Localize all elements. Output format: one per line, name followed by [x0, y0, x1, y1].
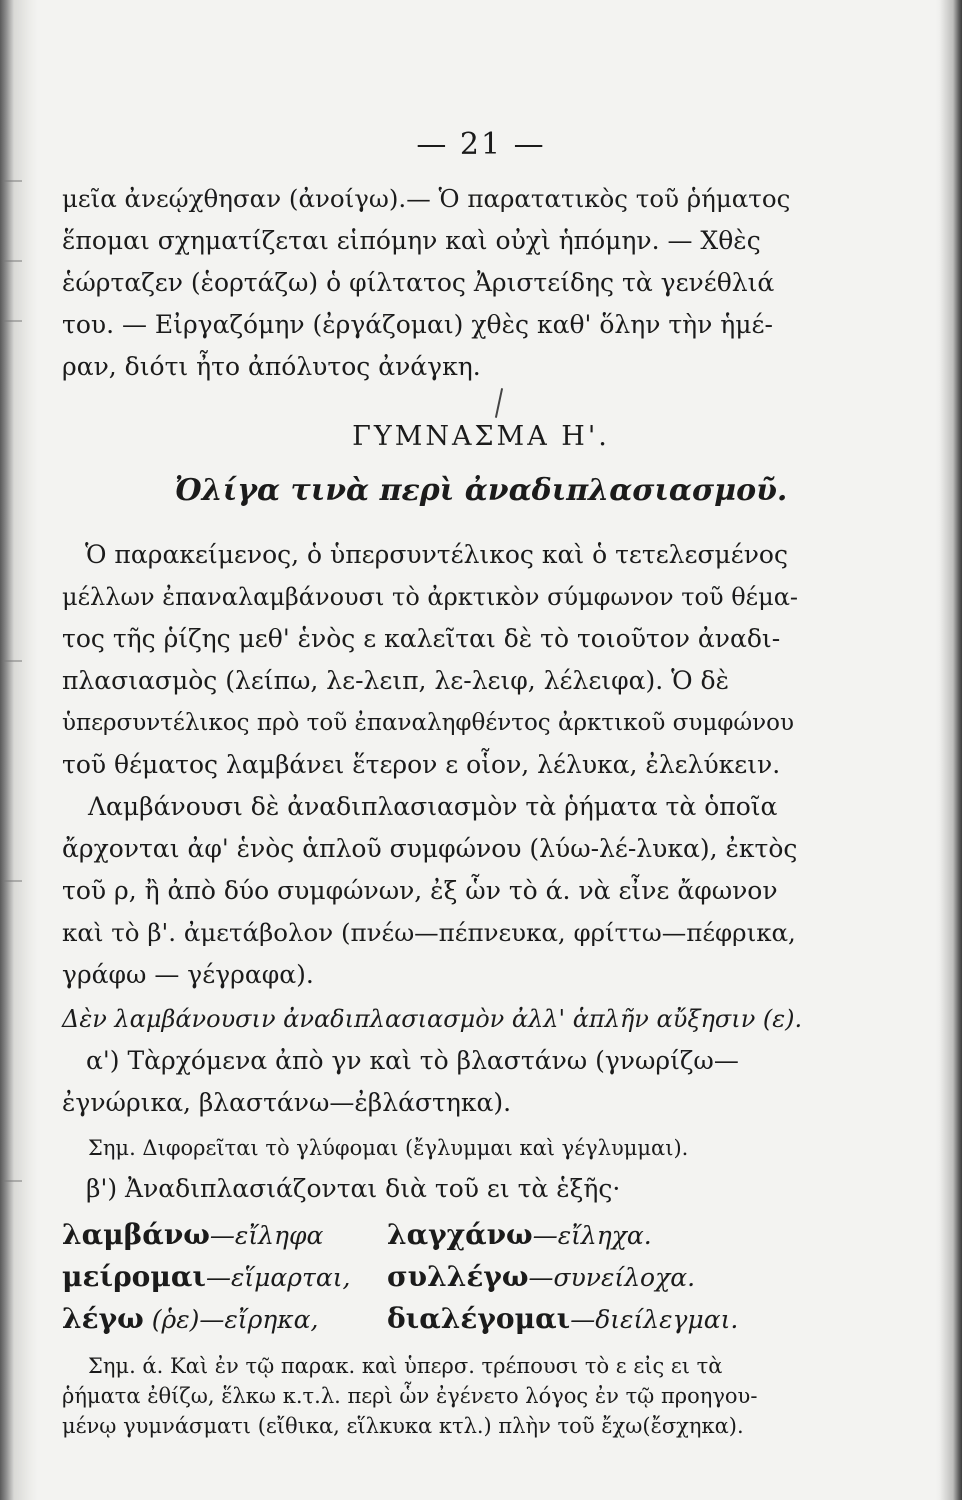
verb-right: συλλέγω—συνείλοχα. [387, 1260, 696, 1293]
page-number: — 21 — [416, 127, 546, 162]
text-line: β') Ἀναδιπλασιάζονται διὰ τοῦ ει τὰ ἑξῆς· [86, 1174, 621, 1203]
text-line: ἕπομαι σχηματίζεται εἱπόμην καὶ οὐχὶ ἡπόμην. — Χθὲς [62, 226, 761, 255]
exercise-heading: ΓΥΜΝΑΣΜΑ Η'. [352, 421, 610, 452]
text-line: ραν, διότι ἦτο ἀπόλυτος ἀνάγκη. [62, 352, 481, 381]
text-line: γράφω — γέγραφα). [62, 960, 314, 989]
verb-left: λέγω (ῥε)—εἴρηκα, [62, 1302, 319, 1335]
note-line: ῥήματα ἐθίζω, ἕλκω κ.τ.λ. περὶ ὧν ἐγένετο λόγος ἐν τῷ προηγου- [62, 1384, 758, 1408]
verb-right: διαλέγομαι—διείλεγμαι. [387, 1302, 739, 1335]
pencil-mark [495, 388, 503, 418]
text-line: τοῦ ρ, ἢ ἀπὸ δύο συμφώνων, ἐξ ὧν τὸ ά. νὰ εἶνε ἄφωνον [62, 876, 778, 905]
note-line: μένῳ γυμνάσματι (εἴθικα, εἵλκυκα κτλ.) πλὴν τοῦ ἔχω(ἔσχηκα). [62, 1414, 744, 1438]
text-line: ἐγνώρικα, βλαστάνω—ἐβλάστηκα). [62, 1088, 512, 1117]
text-line: ἄρχονται ἀφ' ἑνὸς ἁπλοῦ συμφώνου (λύω-λέ-λυκα), ἐκτὸς [62, 834, 798, 863]
note-line: Σημ. Διφορεῖται τὸ γλύφομαι (ἔγλυμμαι καὶ γέγλυμμαι). [88, 1136, 689, 1160]
verb-left: λαμβάνω—εἴληφα [62, 1218, 324, 1251]
section-subheading: Ὀλίγα τινὰ περὶ ἀναδιπλασιασμοῦ. [174, 473, 788, 508]
text-line: Ὁ παρακείμενος, ὁ ὑπερσυντέλικος καὶ ὁ τετελεσμένος [85, 540, 788, 569]
text-line: του. — Εἰργαζόμην (ἐργάζομαι) χθὲς καθ' ὅλην τὴν ἡμέ- [62, 310, 773, 339]
text-line: α') Τὰρχόμενα ἀπὸ γν καὶ τὸ βλαστάνω (γνωρίζω— [86, 1046, 739, 1075]
text-line: τοῦ θέματος λαμβάνει ἕτερον ε οἷον, λέλυκα, ἐλελύκειν. [62, 750, 781, 779]
note-line: Σημ. ά. Καὶ ἐν τῷ παρακ. καὶ ὑπερσ. τρέπουσι τὸ ε εἰς ει τὰ [88, 1354, 723, 1378]
text-line: μέλλων ἐπαναλαμβάνουσι τὸ ἀρκτικὸν σύμφωνον τοῦ θέμα- [62, 583, 799, 611]
text-line: μεῖα ἀνεῴχθησαν (ἀνοίγω).— Ὁ παρατατικὸς τοῦ ῥήματος [62, 184, 791, 213]
text-line-italic: Δὲν λαμβάνουσιν ἀναδιπλασιασμὸν ἀλλ' ἁπλῆν αὔξησιν (ε). [62, 1005, 803, 1033]
verb-right: λαγχάνω—εἴληχα. [387, 1218, 652, 1251]
text-line: Λαμβάνουσι δὲ ἀναδιπλασιασμὸν τὰ ῥήματα τὰ ὁποῖα [88, 792, 778, 821]
text-line: πλασιασμὸς (λείπω, λε-λειπ, λε-λειφ, λέλειφα). Ὁ δὲ [62, 666, 730, 695]
verb-left: μείρομαι—εἵμαρται, [62, 1260, 351, 1293]
text-line: καὶ τὸ β'. ἀμετάβολον (πνέω—πέπνευκα, φρίττω—πέφρικα, [62, 918, 796, 947]
text-line: ὑπερσυντέλικος πρὸ τοῦ ἐπαναληφθέντος ἀρκτικοῦ συμφώνου [62, 710, 794, 736]
text-line: τος τῆς ῥίζης μεθ' ἑνὸς ε καλεῖται δὲ τὸ τοιοῦτον ἀναδι- [62, 624, 781, 653]
text-line: ἑώρταζεν (ἑορτάζω) ὁ φίλτατος Ἀριστείδης τὰ γενέθλιά [62, 268, 775, 297]
